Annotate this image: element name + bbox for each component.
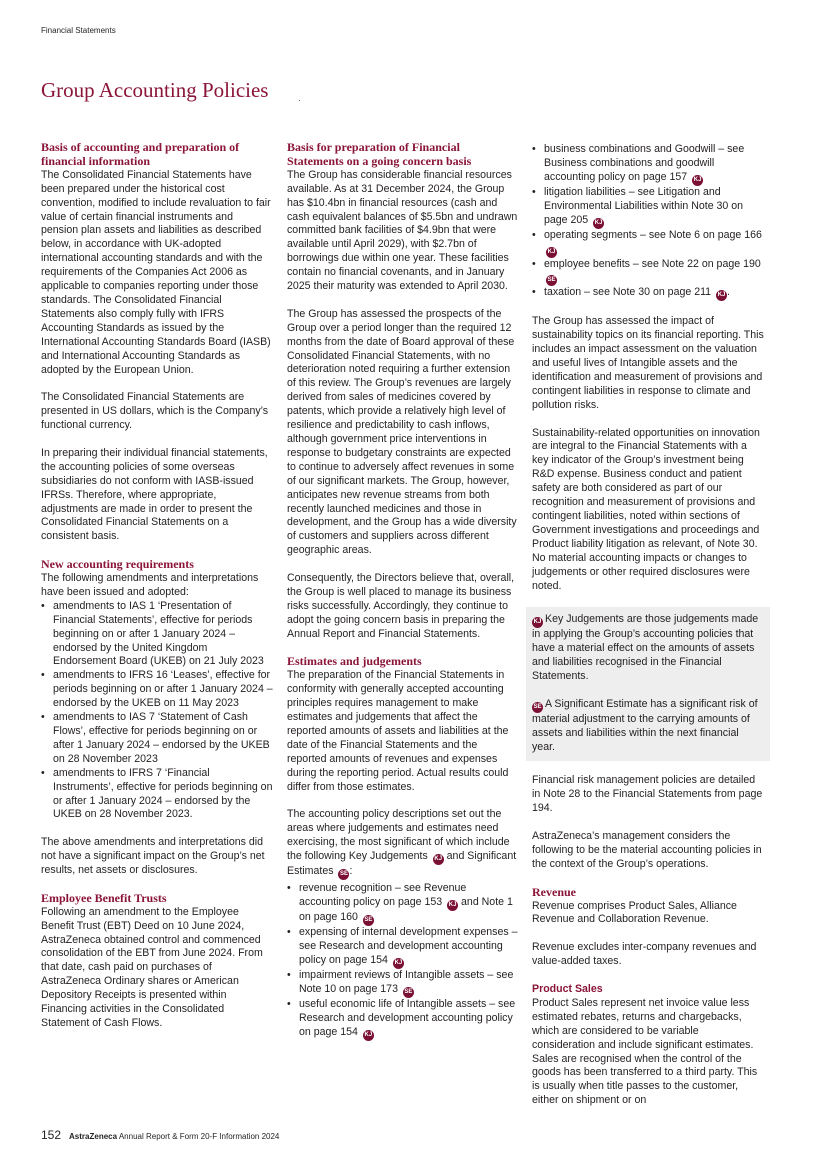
paragraph: Following an amendment to the Employee Benefit Trust (EBT) Deed on 10 June 2024, AstraZeneca obtained control and commenced consolidation of the EBT from June 2024. From that date, cash paid on purchases of AstraZeneca Ordinary shares or American Depository Receipts is presented within Financing activities in the Consolidated Statement of Cash Flows. (41, 905, 263, 1030)
paragraph: The Group has assessed the impact of sustainability topics on its financial reporting. This includes an impact assessment on the valuation and useful lives of Intangible assets and the identification and measurement of provisions and contingent liabilities in response to climate and pollution risks. (532, 315, 764, 411)
significant-estimate-definition (532, 698, 764, 755)
section-heading-revenue: Revenue (532, 884, 576, 899)
paragraph: The following amendments and interpretations have been issued and adopted: (41, 572, 259, 598)
kj-badge-icon: KJ (363, 1030, 374, 1041)
paragraph: Sustainability-related opportunities on innovation are integral to the Financial Statements with a key indicator of the Group’s investment being R&D expense. Business conduct and patient safety are both considered as part of our recognition and measurement of provisions and contingent liabilities, noted within sections of Government investigations and proceedings and Product liability litigation as relevant, of Note 30. No material accounting impacts or changes to judgements or other required disclosures were noted. (532, 426, 760, 592)
paragraph: The Consolidated Financial Statements are presented in US dollars, which is the Company’s functional currency. (41, 391, 269, 432)
column-1 (41, 141, 273, 1045)
paragraph: Consequently, the Directors believe that, overall, the Group is well placed to manage its business risks successfully. Accordingly, they continue to adopt the going concern basis in preparing the Annual Report and Financial Statements. (287, 572, 515, 640)
item-text: . (727, 286, 730, 299)
text-run: and Significant Estimates (287, 850, 517, 878)
text-run: The accounting policy descriptions set out the areas where judgements and estimates need exercising, the most significant of which include the following Key Judgements (287, 808, 510, 863)
section-heading-estimates: Estimates and judgements (287, 654, 422, 669)
paragraph: Revenue comprises Product Sales, Alliance Revenue and Collaboration Revenue. (532, 899, 737, 926)
definition-text: A Significant Estimate has a significant risk of material adjustment to the carrying amounts of assets and liabilities within the next financial year. (532, 697, 758, 753)
list-item: • amendments to IFRS 16 ‘Leases’, effective for periods beginning on or after 1 January 2024 – endorsed by the UKEB on 11 May 2023 (41, 669, 273, 711)
paragraph: In preparing their individual financial statements, the accounting policies of some overseas subsidiaries do not conform with IASB-issued IFRSs. Therefore, where appropriate, adjustments are made in order to present the Consolidated Financial Statements on a consistent basis. (41, 446, 268, 543)
paragraph: The Group has considerable financial resources available. As at 31 December 2024, the Group has $10.4bn in financial resources (cash and cash equivalent balances of $5.5bn and undrawn committed bank facilities of $4.9bn that were available until April 2029), with $2.7bn of borrowings due within one year. These facilities contain no financial covenants, and in January 2025 their maturity was extended to April 2030. (287, 168, 518, 293)
paragraph: Financial risk management policies are detailed in Note 28 to the Financial Statements from page 194. (532, 774, 763, 815)
section-heading-ebt: Employee Benefit Trusts (41, 890, 167, 905)
kj-badge-icon: KJ (393, 958, 404, 969)
item-text: useful economic life of Intangible assets – see Research and development accounting policy on page 154 (299, 997, 516, 1038)
kj-badge-icon: KJ (716, 290, 727, 301)
item-text: revenue recognition – see Revenue accounting policy on page 153 (299, 882, 467, 909)
paragraph: AstraZeneca’s management considers the following to be the material accounting policies in the context of the Group’s operations. (532, 830, 762, 870)
footer (41, 1128, 279, 1142)
item-text: and Note 1 on page 160 (299, 896, 513, 924)
list-item (287, 926, 519, 969)
definitions-box (526, 607, 770, 760)
judgements-list (287, 882, 519, 1040)
kj-badge-icon: KJ (532, 617, 543, 628)
subheading-product-sales: Product Sales (532, 982, 603, 995)
paragraph: The preparation of the Financial Statements in conformity with generally accepted accounting principles requires management to make estimates and judgements that affect the reported amounts of assets and liabilities at the date of the Financial Statements and the reported amounts of revenues and expenses during the reporting period. Actual results could differ from those estimates. (287, 669, 509, 793)
list-item (532, 286, 764, 301)
item-text: impairment reviews of Intangible assets – see Note 10 on page 173 (299, 968, 514, 995)
paragraph: The Group has assessed the prospects of the Group over a period longer than the required 12 months from the date of Board approval of these Consolidated Financial Statements, with no deterioration noted requiring a further extension of this review. The Group’s revenues are largely derived from sales of medicines covered by patents, which provide a relatively high level of resilience and predictability to cash inflows, although government price interventions in response to budgetary constraints are expected to continue to adversely affect revenues in some of our significant markets. The Group, however, anticipates new revenue streams from both recently launched medicines and those in development, and the Group has a wide diversity of customers and suppliers across different geographic areas. (287, 307, 517, 557)
kj-badge-icon: KJ (447, 900, 458, 911)
item-text: expensing of internal development expenses – see Research and development accounting policy on page 154 (299, 926, 518, 966)
paragraph (287, 808, 519, 880)
paragraph: Revenue excludes inter-company revenues and value-added taxes. (532, 941, 757, 968)
se-badge-icon: SE (546, 275, 557, 286)
section-heading-new-accounting: New accounting requirements (41, 557, 194, 572)
item-text: operating segments – see Note 6 on page 166 (544, 228, 762, 241)
new-requirements-list (41, 600, 273, 823)
kj-badge-icon: KJ (433, 854, 444, 865)
definition-text: Key Judgements are those judgements made in applying the Group’s accounting policies that have a material effect on the amounts of assets and liabilities recognised in the Financial Statements. (532, 613, 759, 683)
item-text: litigation liabilities – see Litigation and Environmental Liabilities within Note 30 on page 205 (544, 185, 744, 226)
list-item (287, 998, 519, 1041)
key-judgement-definition (532, 613, 764, 684)
paragraph: The above amendments and interpretations did not have a significant impact on the Group’s net results, net assets or disclosures. (41, 836, 265, 877)
item-text: taxation – see Note 30 on page 211 (544, 286, 712, 299)
kj-badge-icon: KJ (546, 247, 557, 258)
se-badge-icon: SE (403, 987, 414, 998)
page-title: Group Accounting Policies (41, 78, 269, 102)
paragraph: The Consolidated Financial Statements have been prepared under the historical cost convention, modified to include revaluation to fair value of certain financial instruments and pension plan assets and liabilities as described below, in accordance with UK-adopted international accounting standards and with the requirements of the Companies Act 2006 as applicable to companies reporting under those standards. The Consolidated Financial Statements also comply fully with IFRS Accounting Standards as issued by the International Accounting Standards Board (IASB) and International Accounting Standards as adopted by the European Union. (41, 168, 271, 376)
se-badge-icon: SE (338, 869, 349, 880)
list-item (287, 969, 519, 998)
list-item (532, 258, 764, 287)
running-header: Financial Statements (41, 26, 116, 35)
list-item: • amendments to IAS 1 ‘Presentation of Financial Statements’, effective for periods beginning on or after 1 January 2024 – endorsed by the United Kingdom Endorsement Board (UKEB) on 21 July 2023 (41, 600, 273, 670)
item-text: employee benefits – see Note 22 on page 190 (544, 257, 761, 270)
list-item (532, 143, 764, 186)
se-badge-icon: SE (363, 915, 374, 926)
list-item (287, 882, 519, 926)
paragraph: Product Sales represent net invoice value less estimated rebates, returns and chargebacks, which are considered to be variable consideration and include significant estimates. Sales are recognised when the control of the goods has been transferred to a third party. This is usually when title passes to the customer, either on shipment or on (532, 996, 758, 1107)
kj-badge-icon: KJ (692, 175, 703, 186)
list-item: • amendments to IAS 7 ‘Statement of Cash Flows’, effective for periods beginning on or after 1 January 2024 – endorsed by the UKEB on 28 November 2023 (41, 711, 273, 767)
footer-brand: AstraZeneca (69, 1132, 118, 1141)
column-3 (532, 143, 764, 1122)
judgements-list-continued (532, 143, 764, 301)
section-heading-basis: Basis of accounting and preparation of financial information (41, 140, 240, 168)
column-2 (287, 141, 519, 1054)
se-badge-icon: SE (532, 702, 543, 713)
item-text: business combinations and Goodwill – see Business combinations and goodwill accounting policy on page 157 (544, 143, 745, 183)
footer-title: Annual Report & Form 20-F Information 2024 (118, 1132, 280, 1141)
text-run: : (349, 865, 353, 878)
list-item (532, 186, 764, 229)
kj-badge-icon: KJ (593, 218, 604, 229)
stray-dot (299, 100, 300, 101)
list-item: • amendments to IFRS 7 ‘Financial Instruments’, effective for periods beginning on or after 1 January 2024 – endorsed by the UKEB on 28 November 2023. (41, 767, 273, 823)
section-heading-going-concern: Basis for preparation of Financial Statements on a going concern basis (287, 140, 472, 168)
page-number: 152 (41, 1128, 62, 1142)
list-item (532, 229, 764, 258)
